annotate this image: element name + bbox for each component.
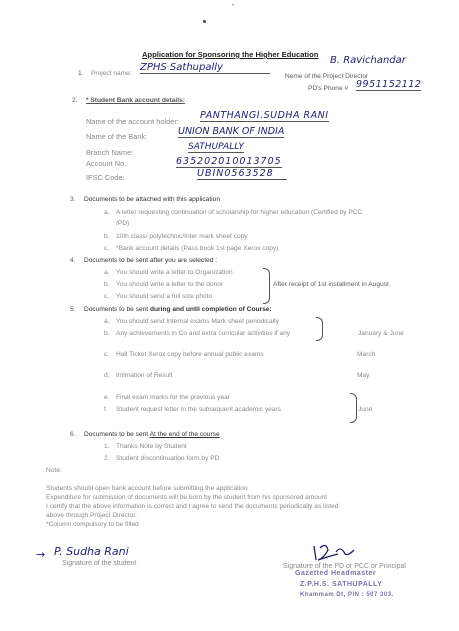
branch-name-label: Branch Name: <box>86 148 134 157</box>
during-course-item-letter: b. <box>104 330 110 337</box>
during-course-item: Student request letter in the subsequent academic years <box>116 406 281 413</box>
during-course-item: Intimation of Result <box>116 372 173 379</box>
during-course-when-d: May <box>357 372 370 379</box>
branch-name-value[interactable]: SATHUPALLY <box>188 142 244 152</box>
note-line: I certify that the above information is correct and I agree to send the documents periodically as listed <box>46 503 339 510</box>
account-number-label: Account No. <box>86 159 127 168</box>
note-line: Expenditure for submission of documents will be born by the student from his sponsored amount <box>46 494 328 501</box>
after-selected-number: 4. <box>70 257 76 264</box>
documents-number: 3. <box>70 196 76 203</box>
during-course-when-ab: January & June <box>358 330 404 337</box>
documents-item-letter: b. <box>104 233 110 240</box>
during-course-heading-prefix: Documents to be sent <box>84 306 149 313</box>
documents-item: 10th class/ polytechnic/Inter mark sheet copy <box>116 233 248 240</box>
end-course-heading-prefix: Documents to be sent <box>84 431 149 438</box>
student-signature-label: Signature of the student <box>62 560 137 567</box>
documents-item: A letter requesting continuation of scholarship for higher education (Certified by PCC <box>116 209 363 216</box>
note-label: Note: <box>46 467 62 474</box>
end-course-item: Thanks Note by Student <box>116 443 187 450</box>
during-course-when-ef: June <box>358 406 373 413</box>
documents-item-letter: c. <box>104 245 110 252</box>
after-selected-item: You should write a letter to Organization <box>116 269 233 276</box>
after-selected-item: You should send a full size photo <box>116 293 213 300</box>
end-course-item-number: 1. <box>104 443 110 450</box>
project-number: 1. <box>78 70 84 77</box>
headmaster-stamp-line: Gazetted Headmaster <box>295 570 377 577</box>
note-line: above through Project Director. <box>46 512 137 519</box>
during-course-item-letter: c. <box>104 351 110 358</box>
during-course-item-letter: a. <box>104 318 110 325</box>
director-name-value[interactable]: B. Ravichandar <box>330 55 406 66</box>
account-holder-value[interactable]: PANTHANGI.SUDHA RANI <box>200 110 329 121</box>
documents-item: *Bank account details (Pass book 1st page Xerox copy) <box>116 245 279 252</box>
after-selected-item-letter: b. <box>104 281 110 288</box>
after-selected-item: You should write a letter to the donor <box>116 281 224 288</box>
end-course-heading-bold: At the end of the course <box>149 431 220 438</box>
during-course-item-letter: e. <box>104 394 110 401</box>
ifsc-code-value[interactable]: UBIN0563528 <box>197 168 287 180</box>
director-label: Neme of the Project Director <box>285 73 369 80</box>
end-course-number: 6. <box>70 431 76 438</box>
pd-phone-label: PD's Phone # <box>308 85 349 92</box>
during-course-item: You should send Internal exams Mark sheet periodically <box>116 318 279 325</box>
after-selected-heading: Documents to be sent after you are selected : <box>84 257 218 264</box>
documents-item: /PD) <box>116 220 130 227</box>
during-course-heading <box>84 306 272 314</box>
header-dot <box>203 20 206 23</box>
after-selected-item-letter: c. <box>104 293 110 300</box>
project-name-label: Project name: <box>91 70 132 77</box>
header-mark: " <box>232 4 235 11</box>
headmaster-stamp-line: Z.P.H.S. SATHUPALLY <box>300 581 383 588</box>
end-course-item-number: 2. <box>104 455 110 462</box>
headmaster-stamp-line: Khammam Dt, PIN : 507 303. <box>300 592 394 598</box>
account-holder-label: Name of the account holder: <box>86 117 179 126</box>
arrow-icon: → <box>36 548 46 561</box>
pd-phone-value[interactable]: 9951152112 <box>356 79 422 90</box>
after-selected-item-letter: a. <box>104 269 110 276</box>
during-course-heading-bold: during and until completion of Course: <box>150 306 272 313</box>
bank-heading: * Student Bank account details: <box>86 97 185 104</box>
end-course-heading <box>84 431 220 439</box>
during-course-item: Hall Ticket Xerox copy before annual public exams <box>116 351 264 358</box>
bank-name-value[interactable]: UNION BANK OF INDIA <box>178 126 285 137</box>
documents-item-letter: a. <box>104 209 110 216</box>
ifsc-code-label: IFSC Code: <box>86 173 125 182</box>
during-course-brace-ab <box>316 317 323 341</box>
project-name-value[interactable]: ZPHS Sathupally <box>140 62 270 74</box>
bank-name-label: Name of the Bank: <box>86 132 148 141</box>
after-selected-brace <box>263 268 270 304</box>
note-line: Students should open bank account before submitting the application <box>46 485 248 492</box>
during-course-when-c: March <box>357 351 376 358</box>
during-course-number: 5. <box>70 306 76 313</box>
pd-signature[interactable] <box>310 540 360 564</box>
after-selected-note: After receipt of 1st installment in August <box>273 281 389 288</box>
during-course-item-letter: f. <box>104 406 108 413</box>
student-signature[interactable]: P. Sudha Rani <box>54 545 129 558</box>
account-number-value[interactable]: 635202010013705 <box>176 156 282 167</box>
during-course-item: Any achievements in Co and extra curricular activities if any <box>116 330 291 337</box>
bank-number: 2. <box>72 97 78 104</box>
during-course-brace-ef <box>350 393 357 423</box>
pd-signature-label: Signature of the PD or PCC or Principal <box>283 563 406 570</box>
page-title: Application for Sponsoring the Higher Education <box>142 50 319 59</box>
end-course-item: Student discontinuation form by PD <box>116 455 220 462</box>
documents-heading: Documents to be attached with this application <box>84 196 220 203</box>
note-line: *Column compulsory to be filled <box>46 521 139 528</box>
during-course-item: Final exam marks for the previous year <box>116 394 230 401</box>
during-course-item-letter: d. <box>104 372 110 379</box>
